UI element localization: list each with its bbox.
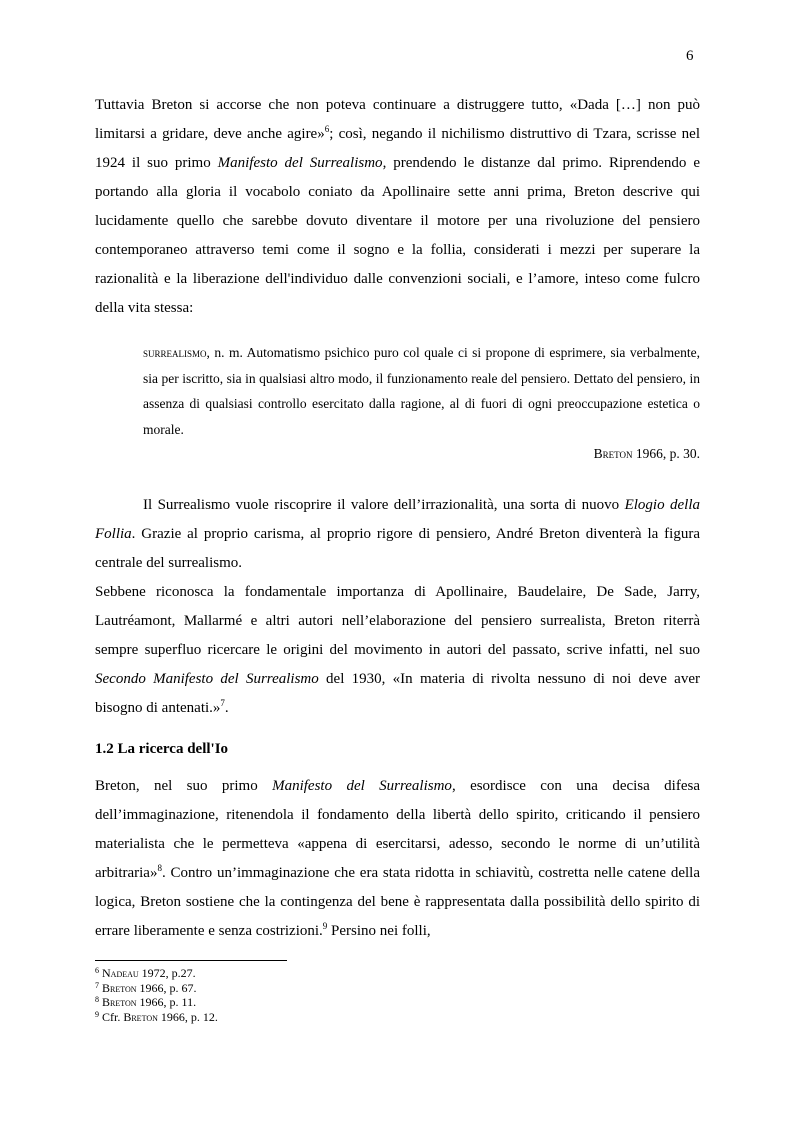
text-run: Breton, nel suo primo — [95, 778, 273, 794]
footnote-item — [95, 981, 218, 996]
text-run: , prendendo le distanze dal primo. Riprendendo e portando alla gloria il vocabolo coniato da Apollinaire sette anni prima, Breton descrive qui lucidamente quello che sarebbe dovuto diventare il motore per una rivoluzione del pensiero contemporaneo attraverso temi come il sogno e la follia, considerati i mezzi per superare la razionalità e la liberazione dell'individuo dalle convenzioni sociali, e l’amore, inteso come fulcro della vita stessa: — [95, 155, 700, 316]
quote-term: surrealismo — [143, 345, 207, 360]
quote-source — [143, 441, 700, 466]
text-run: Sebbene riconosca la fondamentale importanza di Apollinaire, Baudelaire, De Sade, Jarry, Lautréamont, Mallarmé e altri autori nell’elaborazione del pensiero surrealista, Breton riterrà sempre superfluo ricercare le origini del movimento in autori del passato, scrive infatti, nel suo — [95, 584, 700, 658]
footnote-ref: 6 — [324, 124, 330, 134]
footnote-item — [95, 1010, 218, 1025]
footnote-rest: 1966, p. 11. — [136, 995, 197, 1009]
text-run: Il Surrealismo vuole riscoprire il valore dell’irrazionalità, una sorta di nuovo — [143, 497, 625, 513]
footnote-item — [95, 995, 218, 1010]
footnote-author: Nadeau — [102, 966, 139, 980]
footnote-number: 6 — [95, 966, 99, 975]
block-quote — [143, 340, 700, 442]
paragraph-text — [95, 578, 700, 723]
footnote-rest: 1966, p. 12. — [157, 1009, 218, 1024]
italic-title: Elogio della Follia — [95, 497, 700, 542]
page-number: 6 — [686, 48, 694, 64]
footnote-author: Breton — [102, 980, 137, 995]
footnote-number: 9 — [95, 1009, 99, 1019]
text-run: . — [224, 700, 229, 716]
footnotes — [95, 966, 218, 1024]
paragraph-text — [95, 491, 700, 578]
footnote-author: Breton — [102, 995, 137, 1009]
paragraph-irrationality — [95, 491, 700, 723]
text-run: Persino nei folli, — [327, 923, 431, 939]
text-run: Tuttavia Breton si accorse che non poteva continuare a distruggere tutto, «Dada […] non può limitarsi a gridare, deve anche agire» — [95, 97, 700, 142]
paragraph-ricerca — [95, 772, 700, 946]
footnote-divider — [95, 960, 287, 961]
footnote-number: 8 — [95, 995, 99, 1004]
paragraph-intro — [95, 91, 700, 323]
section-heading: 1.2 La ricerca dell'Io — [95, 741, 229, 757]
footnote-author: Breton — [123, 1009, 158, 1024]
paragraph-text — [95, 772, 700, 946]
italic-title: Manifesto del Surrealismo — [272, 778, 452, 794]
footnote-item — [95, 966, 218, 981]
footnote-rest: 1972, p.27. — [138, 966, 196, 980]
text-run: , n. m. Automatismo psichico puro col quale ci si propone di esprimere, sia verbalmente, sia per iscritto, sia in qualsiasi altro modo, il funzionamento reale del pensiero. Dettato del pensiero, in assenza di qualsiasi controllo esercitato dalla ragione, al di fuori di ogni preoccupazione estetica o morale. — [143, 345, 700, 437]
footnote-rest: 1966, p. 67. — [136, 980, 197, 995]
footnote-ref: 8 — [157, 863, 162, 873]
text-run: . Contro un’immaginazione che era stata ridotta in schiavitù, costretta nelle catene della logica, Breton sostiene che la contingenza del bene è rappresentata dalla possibilità dello spirito di errare liberamente e senza costrizioni. — [95, 865, 700, 939]
italic-title: Manifesto del Surrealismo — [217, 155, 383, 171]
paragraph-text — [95, 91, 700, 323]
footnote-number: 7 — [95, 980, 99, 990]
quote-text — [143, 340, 700, 442]
italic-title: Secondo Manifesto del Surrealismo — [95, 671, 319, 687]
source-author: Breton — [593, 446, 633, 461]
text-run: , esordisce con una decisa difesa dell’immaginazione, ritenendola il fondamento della libertà dello spirito, criticando il pensiero materialista che le permetteva «appena di esercitarsi, adesso, secondo le norme di un’utilità arbitraria» — [95, 778, 700, 881]
footnote-ref: 9 — [322, 921, 328, 931]
text-run: del 1930, «In materia di rivolta nessuno di noi deve aver bisogno di antenati.» — [95, 671, 700, 716]
footnote-prefix: Cfr. — [102, 1009, 124, 1024]
text-run: ; così, negando il nichilismo distruttivo di Tzara, scrisse nel 1924 il suo primo — [95, 126, 700, 171]
source-rest: 1966, p. 30. — [632, 446, 700, 461]
text-run: . Grazie al proprio carisma, al proprio rigore di pensiero, André Breton diventerà la figura centrale del surrealismo. — [95, 526, 700, 571]
footnote-ref: 7 — [220, 698, 225, 708]
